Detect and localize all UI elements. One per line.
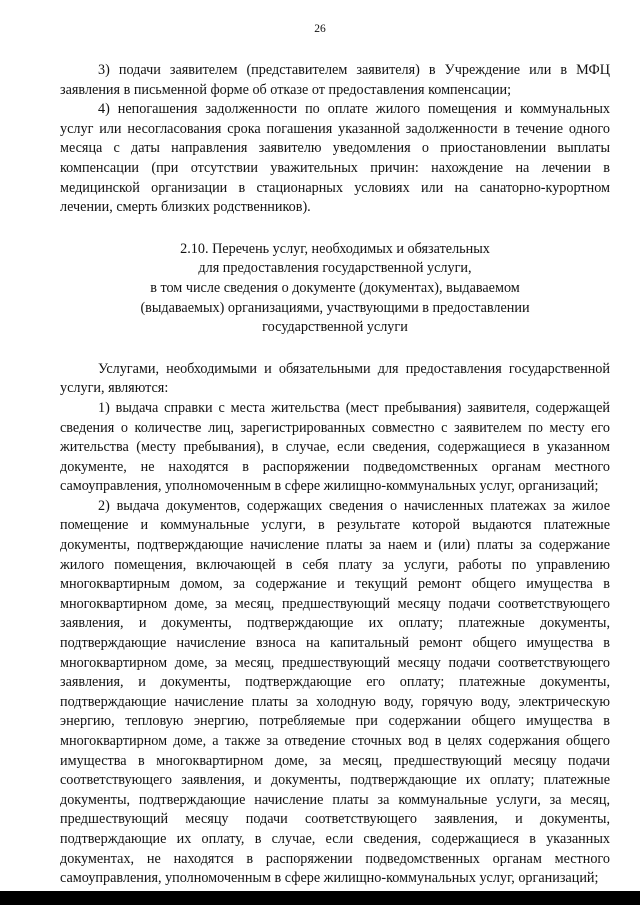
paragraph-service-2: 2) выдача документов, содержащих сведения о начисленных платежах за жилое помещение и коммунальные услуги, в результате которой выдаются платежные документы, подтверждающие начисление платы за наем и (или) платы за содержание жилого помещения, включающей в себя плату за услуги, работы по управлению многоквартирным домом, за содержание и текущий ремонт общего имущества в многоквартирном доме, за месяц, предшествующий месяцу подачи соответствующего заявления, и документы, подтверждающие их оплату; платежные документы, подтверждающие начисление взноса на капитальный ремонт общего имущества в многоквартирном доме, за месяц, предшествующий месяцу подачи соответствующего заявления, и документы, подтверждающие его оплату; платежные документы, подтверждающие начисление платы за холодную воду, горячую воду, электрическую энергию, тепловую энергию, потребляемые при содержании общего имущества в многоквартирном доме, а также за отведение сточных вод в целях содержания общего имущества в многоквартирном доме, за месяц, предшествующий месяцу подачи соответствующего заявления, и документы, подтверждающие их оплату; платежные документы, подтверждающие начисление платы за коммунальные услуги, за месяц, предшествующий месяцу подачи соответствующего заявления, и документы, подтверждающие их оплату, в случае, если сведения, содержащиеся в указанных документах, не находятся в распоряжении подведомственных органам местного самоуправления, уполномоченным в сфере жилищно-коммунальных услуг, организаций; [60,497,610,887]
paragraph-item-4: 4) непогашения задолженности по оплате жилого помещения и коммунальных услуг или несогласования срока погашения указанной задолженности в течение одного месяца с даты направления заявителю уведомления о приостановлении выплаты компенсации (при отсутствии уважительных причин: нахождение на лечении в медицинской организации в стационарных условиях или на санаторно-курортном лечении, смерть близких родственников). [60,101,610,216]
section-heading-line: 2.10. Перечень услуг, необходимых и обязательных [180,240,490,257]
document-body [60,61,610,889]
paragraph-intro: Услугами, необходимыми и обязательными для предоставления государственной услуги, являются: [60,360,610,397]
section-heading-line: (выдаваемых) организациями, участвующими в предоставлении [140,299,530,316]
scan-bottom-border [0,891,640,905]
page-number: 26 [314,23,326,35]
paragraph-service-1: 1) выдача справки с места жительства (мест пребывания) заявителя, содержащей сведения о количестве лиц, зарегистрированных совместно с заявителем по месту его жительства (месту пребывания), в случае, если сведения, содержащиеся в указанном документе, не находятся в распоряжении подведомственных органам местного самоуправления, уполномоченным в сфере жилищно-коммунальных услуг, организаций; [60,399,610,495]
section-heading-line: для предоставления государственной услуги, [198,260,472,277]
section-heading [60,240,610,338]
section-heading-line: государственной услуги [262,319,408,336]
section-heading-line: в том числе сведения о документе (документах), выдаваемом [150,279,520,296]
paragraph-item-3: 3) подачи заявителем (представителем заявителя) в Учреждение или в МФЦ заявления в письменной форме об отказе от предоставления компенсации; [60,62,610,98]
